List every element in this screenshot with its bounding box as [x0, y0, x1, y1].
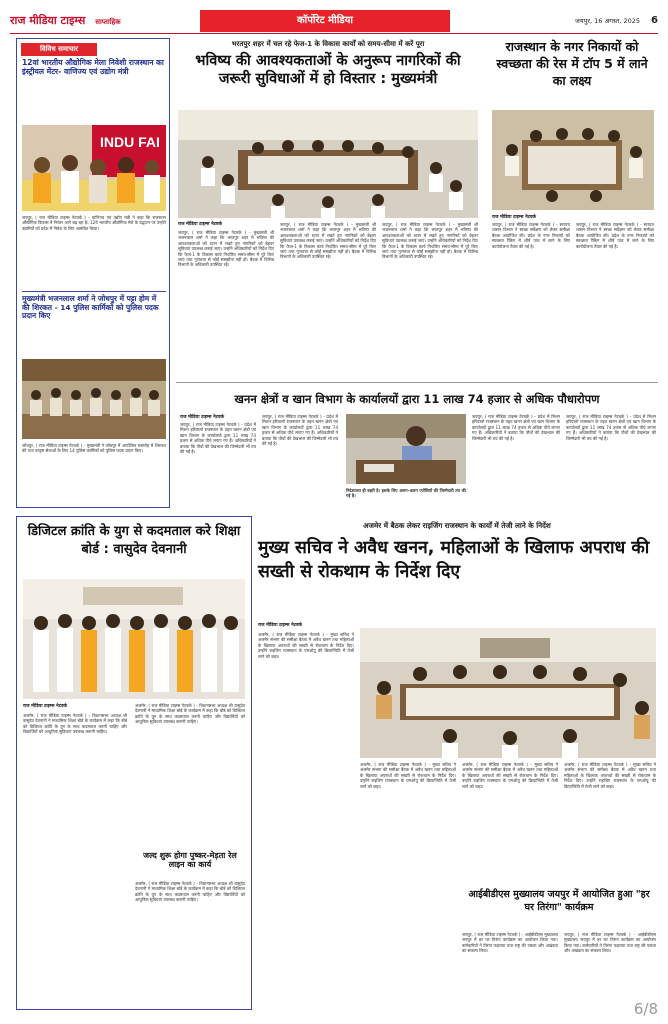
- forest-body-col3: जयपुर, ( राज मीडिया टाइम्स नेटवर्क ) - प्रदेश में मिशन हरियालो राजस्थान के तहत खनन क्षेत्रों एवं खान विभाग के कार्यालयों द्वारा 11 लाख 74 हजार से अधिक पौधे लगाए गए हैं। अधिकारियों ने बताया कि पौधों की देखभाल की जिम्मेदारी भी तय की गई है।: [472, 414, 560, 441]
- lead-body-col1: जयपुर, ( राज मीडिया टाइम्स नेटवर्क ) - मुख्यमंत्री श्री भजनलाल शर्मा ने कहा कि भरतपुर शहर में भविष्य की आवश्यकताओं को ध्यान में रखते हुए नागरिकों को बेहतर सुविधाएं उपलब्ध कराई जाएं। उन्होंने अधिकारियों को निर्देश दिए कि फेज-1 के विकास कार्य निर्धारित समय-सीमा में पूरे किए जाएं तथा गुणवत्ता से कोई समझौता नहीं हो। बैठक में विभिन्न विभागों के अधिकारी उपस्थित रहे।: [178, 230, 274, 268]
- masthead-rule: [10, 33, 658, 34]
- mining-body-col1: अजमेर, ( राज मीडिया टाइम्स नेटवर्क ) - मुख्य सचिव ने अजमेर संभाग की समीक्षा बैठक में अवैध खनन तथा महिलाओं के खिलाफ अपराधों की सख्ती से रोकथाम के निर्देश दिए। उन्होंने राइजिंग राजस्थान के एमओयू की क्रियान्विति में तेजी लाने को कहा।: [258, 632, 354, 659]
- iit-body-col1: जयपुर, ( राज मीडिया टाइम्स नेटवर्क ) - आईबीडीएस मुख्यालय जयपुर में हर घर तिरंगा कार्यक्रम का आयोजन किया गया। कर्मचारियों ने तिरंगा फहराया तथा राष्ट्र की एकता और अखंडता का संकल्प लिया।: [462, 932, 558, 954]
- lead-headline: भविष्य की आवश्यकताओं के अनुरूप नागरिकों की जरूरी सुविधाओं में हो विस्तार : मुख्यमंत्री: [195, 53, 461, 87]
- right-story-body-col2: जयपुर, ( राज मीडिया टाइम्स नेटवर्क ) - स्वायत्त शासन विभाग ने स्वच्छ सर्वेक्षण को लेकर समीक्षा बैठक आयोजित की। प्रदेश के नगर निकायों को स्वच्छता रैंकिंग में शीर्ष पांच में लाने के लिए कार्ययोजना तैयार की गई है।: [576, 222, 654, 249]
- masthead-left: [10, 10, 190, 32]
- page-counter: 6/8: [633, 1000, 658, 1018]
- brief1-banner-text: INDU FAI: [100, 134, 160, 150]
- right-story-body-col1: जयपुर, ( राज मीडिया टाइम्स नेटवर्क ) - स्वायत्त शासन विभाग ने स्वच्छ सर्वेक्षण को लेकर समीक्षा बैठक आयोजित की। प्रदेश के नगर निकायों को स्वच्छता रैंकिंग में शीर्ष पांच में लाने के लिए कार्ययोजना तैयार की गई है।: [492, 222, 570, 249]
- forest-photo: [346, 414, 466, 484]
- lead-byline: राज मीडिया टाइम्स नेटवर्क: [178, 222, 223, 227]
- forest-byline: राज मीडिया टाइम्स नेटवर्क: [180, 415, 225, 420]
- digital-photo: [23, 579, 245, 699]
- right-story-byline: राज मीडिया टाइम्स नेटवर्क: [492, 215, 537, 220]
- mining-photo: [360, 628, 656, 758]
- briefs-tag: विविध समाचार: [21, 43, 97, 56]
- right-story-headline: राजस्थान के नगर निकायों को स्वच्छता की रेस में टॉप 5 में लाने का लक्ष्य: [496, 39, 648, 88]
- edition-label: साप्ताहिक: [95, 18, 121, 26]
- brief2-photo: [22, 359, 166, 439]
- right-story-photo: [492, 110, 654, 210]
- lead-photo-art: [178, 110, 478, 218]
- lead-body-col2: जयपुर, ( राज मीडिया टाइम्स नेटवर्क ) - मुख्यमंत्री श्री भजनलाल शर्मा ने कहा कि भरतपुर शहर में भविष्य की आवश्यकताओं को ध्यान में रखते हुए नागरिकों को बेहतर सुविधाएं उपलब्ध कराई जाएं। उन्होंने अधिकारियों को निर्देश दिए कि फेज-1 के विकास कार्य निर्धारित समय-सीमा में पूरे किए जाएं तथा गुणवत्ता से कोई समझौता नहीं हो। बैठक में विभिन्न विभागों के अधिकारी उपस्थित रहे।: [280, 222, 376, 260]
- mining-photo-art: [360, 628, 656, 758]
- brief2-photo-art: [22, 359, 166, 439]
- digital-headline: डिजिटल क्रांति के युग से कदमताल करे शिक्षा बोर्ड : वासुदेव देवनानी: [27, 524, 241, 557]
- lead-body-col3: जयपुर, ( राज मीडिया टाइम्स नेटवर्क ) - मुख्यमंत्री श्री भजनलाल शर्मा ने कहा कि भरतपुर शहर में भविष्य की आवश्यकताओं को ध्यान में रखते हुए नागरिकों को बेहतर सुविधाएं उपलब्ध कराई जाएं। उन्होंने अधिकारियों को निर्देश दिए कि फेज-1 के विकास कार्य निर्धारित समय-सीमा में पूरे किए जाएं तथा गुणवत्ता से कोई समझौता नहीं हो। बैठक में विभिन्न विभागों के अधिकारी उपस्थित रहे।: [382, 222, 478, 260]
- digital-byline: राज मीडिया टाइम्स नेटवर्क: [23, 704, 68, 709]
- forest-photo-caption: निदेशालय ही बहरी है। इसके लिए अलग-अलग एजेंसियों की जिम्मेदारी तय की गई है।: [346, 488, 466, 499]
- digital-sub-body: अजमेर, ( राज मीडिया टाइम्स नेटवर्क ) - विधानसभा अध्यक्ष श्री वासुदेव देवनानी ने माध्यमिक शिक्षा बोर्ड के कार्यक्रम में कहा कि बोर्ड को डिजिटल क्रांति के युग के साथ कदमताल करनी चाहिए और विद्यार्थियों को आधुनिक सुविधाएं उपलब्ध करानी चाहिए।: [135, 881, 245, 903]
- digital-panel: [16, 516, 252, 1010]
- digital-sub-headline: जल्द शुरू होगा पुष्कर-मेड़ता रेल लाइन का कार्य: [143, 851, 237, 870]
- forest-photo-art: [346, 414, 466, 484]
- forest-headline: खनन क्षेत्रों व खान विभाग के कार्यालयों द्वारा 11 लाख 74 हजार से अधिक पौधारोपण: [234, 392, 600, 406]
- lead-photo: [178, 110, 478, 218]
- brief2-headline: मुख्यमंत्री भजनलाल शर्मा ने जोधपुर में पट्टा होम में की शिरकत - 14 पुलिस कार्मिकों को पुलिस पदक प्रदान किए: [22, 294, 159, 321]
- forest-body-col4: जयपुर, ( राज मीडिया टाइम्स नेटवर्क ) - प्रदेश में मिशन हरियालो राजस्थान के तहत खनन क्षेत्रों एवं खान विभाग के कार्यालयों द्वारा 11 लाख 74 हजार से अधिक पौधे लगाए गए हैं। अधिकारियों ने बताया कि पौधों की देखभाल की जिम्मेदारी भी तय की गई है।: [566, 414, 656, 441]
- mining-body-col2: अजमेर, ( राज मीडिया टाइम्स नेटवर्क ) - मुख्य सचिव ने अजमेर संभाग की समीक्षा बैठक में अवैध खनन तथा महिलाओं के खिलाफ अपराधों की सख्ती से रोकथाम के निर्देश दिए। उन्होंने राइजिंग राजस्थान के एमओयू की क्रियान्विति में तेजी लाने को कहा।: [360, 762, 456, 789]
- brief1-photo-art: [22, 125, 166, 211]
- digital-body-col2: अजमेर, ( राज मीडिया टाइम्स नेटवर्क ) - विधानसभा अध्यक्ष श्री वासुदेव देवनानी ने माध्यमिक शिक्षा बोर्ड के कार्यक्रम में कहा कि बोर्ड को डिजिटल क्रांति के युग के साथ कदमताल करनी चाहिए और विद्यार्थियों को आधुनिक सुविधाएं उपलब्ध करानी चाहिए।: [135, 703, 245, 725]
- brief1-headline: 12वां भारतीय औद्योगिक मेला निवेशी राजस्थान का इंस्ट्रीयल मेंटर- वाणिज्य एवं उद्योग मंत्री: [22, 58, 164, 76]
- iit-body-col2: जयपुर, ( राज मीडिया टाइम्स नेटवर्क ) - आईबीडीएस मुख्यालय जयपुर में हर घर तिरंगा कार्यक्रम का आयोजन किया गया। कर्मचारियों ने तिरंगा फहराया तथा राष्ट्र की एकता और अखंडता का संकल्प लिया।: [564, 932, 656, 954]
- lead-kicker: भरतपुर शहर में चल रहे फेज-1 के विकास कार्यों को समय-सीमा में करें पूरा: [231, 40, 425, 48]
- digital-photo-art: [23, 579, 245, 699]
- brief1-photo: [22, 125, 166, 211]
- brief1-body: जयपुर, ( राज मीडिया टाइम्स नेटवर्क ) - वाणिज्य एवं उद्योग मंत्री ने कहा कि राजस्थान औद्योगिक विकास में निरंतर आगे बढ़ रहा है। 12वें भारतीय औद्योगिक मेले के उद्घाटन पर उन्होंने उद्यमियों को प्रदेश में निवेश के लिए आमंत्रित किया।: [22, 215, 166, 231]
- digital-body-col1: अजमेर, ( राज मीडिया टाइम्स नेटवर्क ) - विधानसभा अध्यक्ष श्री वासुदेव देवनानी ने माध्यमिक शिक्षा बोर्ड के कार्यक्रम में कहा कि बोर्ड को डिजिटल क्रांति के युग के साथ कदमताल करनी चाहिए और विद्यार्थियों को आधुनिक सुविधाएं उपलब्ध करानी चाहिए।: [23, 713, 127, 735]
- brief-divider: [22, 291, 166, 292]
- mining-body-col4: अजमेर, ( राज मीडिया टाइम्स नेटवर्क ) - मुख्य सचिव ने अजमेर संभाग की समीक्षा बैठक में अवैध खनन तथा महिलाओं के खिलाफ अपराधों की सख्ती से रोकथाम के निर्देश दिए। उन्होंने राइजिंग राजस्थान के एमओयू की क्रियान्विति में तेजी लाने को कहा।: [564, 762, 656, 789]
- forest-body-col1: जयपुर, ( राज मीडिया टाइम्स नेटवर्क ) - प्रदेश में मिशन हरियालो राजस्थान के तहत खनन क्षेत्रों एवं खान विभाग के कार्यालयों द्वारा 11 लाख 74 हजार से अधिक पौधे लगाए गए हैं। अधिकारियों ने बताया कि पौधों की देखभाल की जिम्मेदारी भी तय की गई है।: [180, 422, 256, 455]
- page-number: 6: [651, 15, 658, 26]
- mining-headline: मुख्य सचिव ने अवैध खनन, महिलाओं के खिलाफ अपराध की सख्ती से रोकथाम के निर्देश दिए: [258, 538, 650, 582]
- masthead: [10, 10, 658, 32]
- right-photo-art: [492, 110, 654, 210]
- city-date: जयपुर, 16 अगस्त, 2025: [575, 17, 640, 25]
- forest-body-col2: जयपुर, ( राज मीडिया टाइम्स नेटवर्क ) - प्रदेश में मिशन हरियालो राजस्थान के तहत खनन क्षेत्रों एवं खान विभाग के कार्यालयों द्वारा 11 लाख 74 हजार से अधिक पौधे लगाए गए हैं। अधिकारियों ने बताया कि पौधों की देखभाल की जिम्मेदारी भी तय की गई है।: [262, 414, 338, 447]
- section-rule-1: [176, 382, 658, 383]
- paper-name: राज मीडिया टाइम्स: [10, 14, 86, 27]
- briefs-panel: [16, 38, 170, 508]
- mining-kicker: अजमेर में बैठक लेकर राइजिंग राजस्थान के कार्यों में तेजी लाने के निर्देश: [363, 521, 551, 530]
- mining-byline: राज मीडिया टाइम्स नेटवर्क: [258, 623, 303, 628]
- brief2-body: जोधपुर, ( राज मीडिया टाइम्स नेटवर्क ) - मुख्यमंत्री ने जोधपुर में आयोजित समारोह में शिरकत की तथा उत्कृष्ट सेवाओं के लिए 14 पुलिस कार्मिकों को पुलिस पदक प्रदान किए।: [22, 443, 166, 454]
- section-banner: कॉर्पोरेट मीडिया: [200, 10, 450, 32]
- mining-body-col3: अजमेर, ( राज मीडिया टाइम्स नेटवर्क ) - मुख्य सचिव ने अजमेर संभाग की समीक्षा बैठक में अवैध खनन तथा महिलाओं के खिलाफ अपराधों की सख्ती से रोकथाम के निर्देश दिए। उन्होंने राइजिंग राजस्थान के एमओयू की क्रियान्विति में तेजी लाने को कहा।: [462, 762, 558, 789]
- iit-headline: आईबीडीएस मुख्यालय जयपुर में आयोजित हुआ "हर घर तिरंगा" कार्यक्रम: [468, 889, 650, 913]
